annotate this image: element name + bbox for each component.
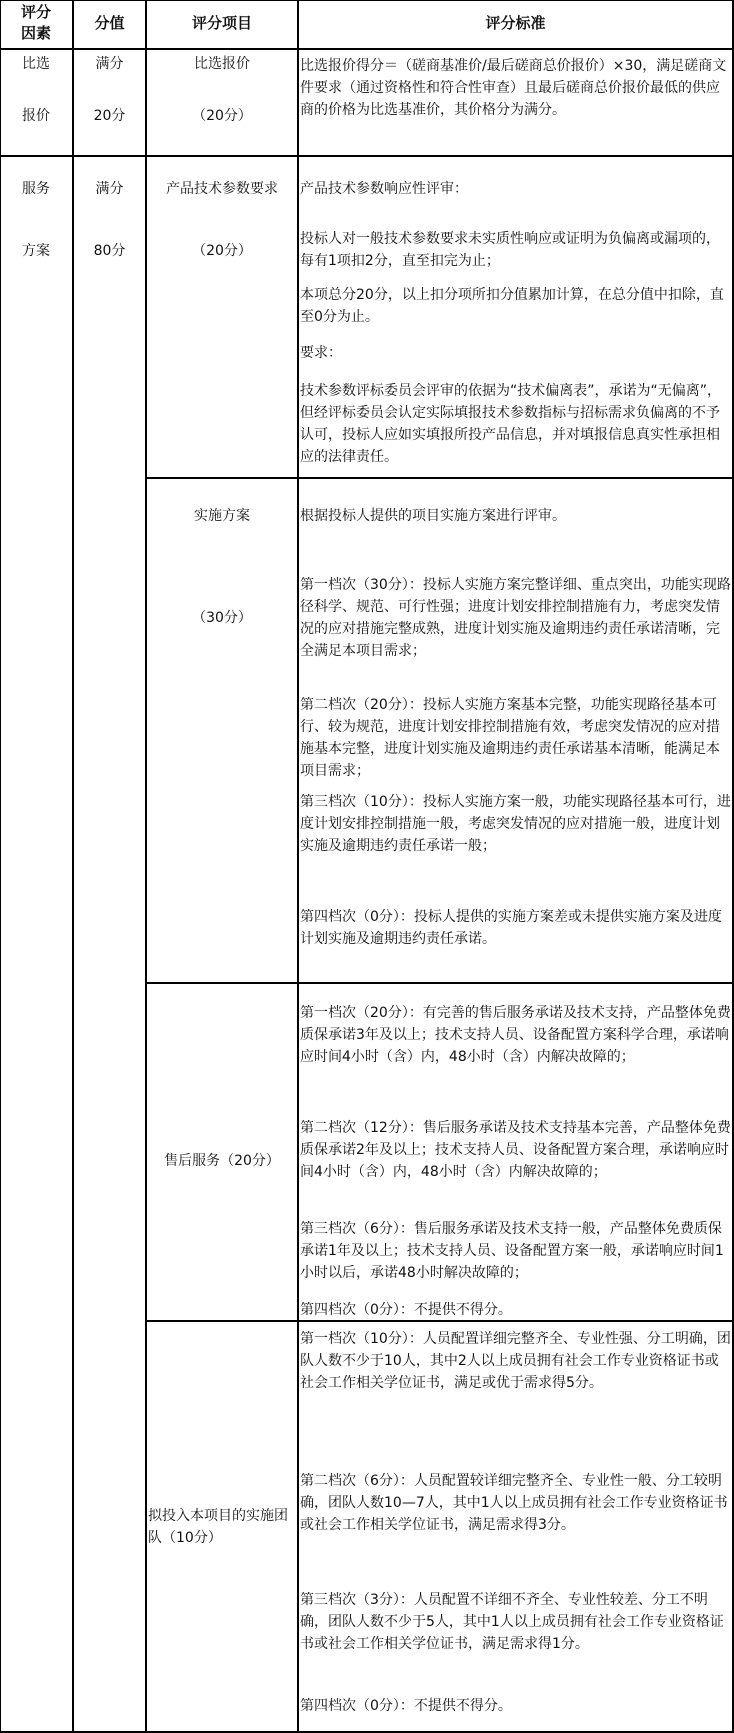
after-sales-standard-row: 第三档次（6分）：售后服务承诺及技术支持一般，产品整体免费质保承诺1年及以上；技术支持人员、设备配置方案一般，承诺响应时间1小时以后，承诺48小时解决故障的； <box>300 1221 724 1281</box>
tech-standard-row: 要求： <box>300 345 342 361</box>
plan-standard-row: 第一档次（30分）：投标人实施方案完整详细、重点突出，功能实现路径科学、规范、可行性强；进度计划安排控制措施有力，考虑突发情况的应对措施完整成熟，进度计划实施及逾期违约责任承诺清晰，完全满足本项目需求； <box>300 577 731 659</box>
tech-item-label: 产品技术参数要求 <box>166 181 278 197</box>
header-score: 分值 <box>94 14 125 32</box>
plan-item-points: （30分） <box>192 610 252 626</box>
after-sales-standard-row: 第二档次（12分）：售后服务承诺及技术支持基本完善，产品整体免费质保承诺2年及以上；技术支持人员、设备配置方案合理，承诺响应时间4小时（含）内，48小时（含）内解决故障的； <box>300 1120 731 1180</box>
after-sales-standard-row: 第四档次（0分）：不提供不得分。 <box>300 1302 512 1318</box>
plan-standard-row: 第二档次（20分）：投标人实施方案基本完整，功能实现路径基本可行、较为规范，进度计划安排控制措施有效，考虑突发情况的应对措施基本完整，进度计划实施及逾期违约责任承诺基本清晰，能满足本项目需求； <box>300 697 720 779</box>
row-divider <box>0 48 734 50</box>
team-standard-row: 第四档次（0分）：不提供不得分。 <box>300 1698 512 1714</box>
column-divider <box>297 0 299 1733</box>
plan-standard-row: 根据投标人提供的项目实施方案进行评审。 <box>300 508 566 524</box>
row-divider <box>145 982 734 984</box>
price-item-label: 比选报价 <box>194 56 250 72</box>
team-standard-row: 第三档次（3分）：人员配置不详细不齐全、专业性较差、分工不明确，团队人数不少于5人，其中1人以上成员拥有社会工作专业资格证书或社会工作相关学位证书，满足需求得1分。 <box>300 1592 724 1652</box>
row-divider <box>145 477 734 479</box>
tech-standard-row: 技术参数评标委员会评审的依据为“技术偏离表”，承诺为“无偏离”，但经评标委员会认定实际填报技术参数指标与招标需求负偏离的不予认可，投标人应如实填报所投产品信息，并对填报信息真实性承担相应的法律责任。 <box>300 383 722 465</box>
team-item-label: 拟投入本项目的实施团队（10分） <box>148 1508 288 1546</box>
plan-standard-row: 第四档次（0分）：投标人提供的实施方案差或未提供实施方案及进度计划实施及逾期违约责任承诺。 <box>300 909 722 947</box>
tech-standard-row: 投标人对一般技术参数要求未实质性响应或证明为负偏离或漏项的，每有1项扣2分，直至扣完为止； <box>300 231 720 269</box>
price-score-label: 满分 <box>95 56 124 72</box>
after-sales-standard-row: 第一档次（20分）：有完善的售后服务承诺及技术支持，产品整体免费质保承诺3年及以上；技术支持人员、设备配置方案科学合理，承诺响应时间4小时（含）内，48小时（含）内解决故障的； <box>300 1005 731 1065</box>
price-factor-label: 比选 <box>22 56 50 72</box>
service-score-label: 满分 <box>95 181 124 197</box>
team-standard-row: 第一档次（10分）：人员配置详细完整齐全、专业性强、分工明确，团队人数不少于10人，其中2人以上成员拥有社会工作专业资格证书或社会工作相关学位证书，满足或优于需求得5分。 <box>300 1331 731 1391</box>
tech-item-points: （20分） <box>192 243 252 259</box>
price-standard-text: 比选报价得分＝（磋商基准价/最后磋商总价报价）×30，满足磋商文件要求（通过资格性和符合性审查）且最后磋商总价报价最低的供应商的价格为比选基准价，其价格分为满分。 <box>300 58 727 118</box>
service-factor-label-2: 方案 <box>22 243 50 259</box>
plan-item-label: 实施方案 <box>194 508 250 524</box>
team-standard-row: 第二档次（6分）：人员配置较详细完整齐全、专业性一般、分工较明确，团队人数10—7人，其中1人以上成员拥有社会工作专业资格证书或社会工作相关学位证书，满足需求得3分。 <box>300 1473 728 1533</box>
header-factor: 评分 因素 <box>20 3 51 42</box>
plan-standard-row: 第三档次（10分）：投标人实施方案一般，功能实现路径基本可行，进度计划安排控制措施一般，考虑突发情况的应对措施一般，进度计划实施及逾期违约责任承诺一般； <box>300 794 731 854</box>
after-sales-item-label: 售后服务（20分） <box>164 1153 280 1169</box>
price-factor-label-2: 报价 <box>22 108 50 124</box>
price-item-points: （20分） <box>192 108 252 124</box>
service-factor-label: 服务 <box>22 181 50 197</box>
tech-standard-row: 本项总分20分，以上扣分项所扣分值累加计算，在总分值中扣除，直至0分为止。 <box>300 287 724 325</box>
tech-standard-row: 产品技术参数响应性评审： <box>300 181 468 197</box>
header-item: 评分项目 <box>191 14 252 32</box>
row-divider <box>0 155 734 157</box>
service-score-value: 80分 <box>93 243 126 259</box>
table-border-top <box>0 0 734 1</box>
price-score-value: 20分 <box>93 108 126 124</box>
header-standard: 评分标准 <box>485 14 546 32</box>
